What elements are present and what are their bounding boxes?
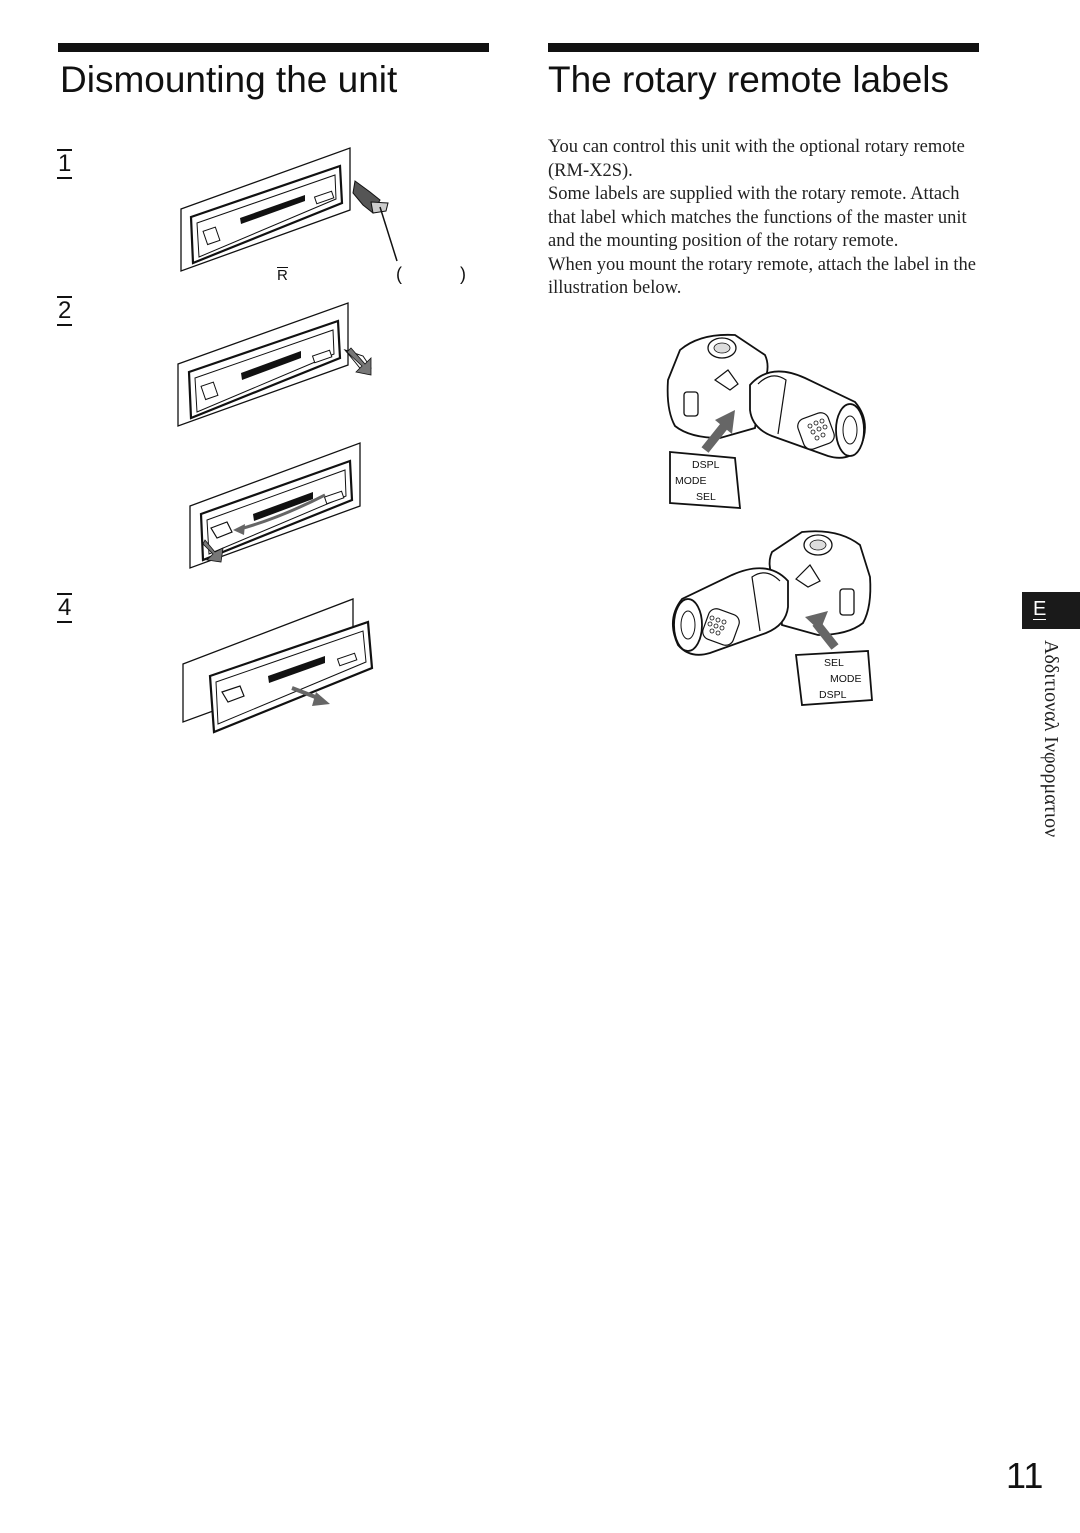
rotary-remote-illustration-bottom — [660, 525, 885, 710]
top-label-line1: DSPL — [692, 459, 720, 471]
bottom-label-line1: SEL — [824, 657, 844, 669]
step1-caption-r: R — [277, 267, 288, 284]
step4-unit-pullout-illustration — [180, 596, 380, 736]
rotary-labels-body-text — [548, 136, 988, 301]
body-paragraph: Some labels are supplied with the rotary remote. Attach that label which matches the functions of the master unit and the mounting position of the rotary remote. — [548, 184, 967, 251]
bottom-label-line2: MODE — [830, 673, 862, 685]
step-number-1: 1 — [58, 150, 72, 177]
left-title-rule — [58, 43, 489, 52]
step2-unit-release-illustration — [175, 300, 380, 430]
right-title-rule — [548, 43, 979, 52]
page-number: 11 — [1006, 1455, 1044, 1496]
step1-release-key-illustration — [175, 145, 405, 275]
section-tab-letter: E — [1033, 598, 1047, 620]
top-label-line2: MODE — [675, 475, 707, 487]
section-title-dismounting: Dismounting the unit — [60, 59, 398, 100]
step1-caption-paren-close: ) — [460, 264, 466, 284]
rotary-remote-illustration-top — [660, 330, 880, 515]
section-title-rotary-labels: The rotary remote labels — [548, 59, 950, 100]
section-tab-vertical-text: Αδδιτιοναλ Ινφορματιον — [1040, 640, 1062, 838]
step-number-2: 2 — [58, 297, 72, 324]
bottom-label-line3: DSPL — [819, 689, 847, 701]
section-tab — [1022, 592, 1080, 629]
step-number-4: 4 — [58, 594, 72, 621]
step3-unit-slide-illustration — [185, 440, 370, 575]
step1-caption-paren-open: ( — [396, 264, 402, 284]
body-paragraph: You can control this unit with the optional rotary remote (RM-X2S). — [548, 137, 965, 181]
body-paragraph: When you mount the rotary remote, attach the label in the illustration below. — [548, 254, 976, 298]
top-label-line3: SEL — [696, 491, 716, 503]
